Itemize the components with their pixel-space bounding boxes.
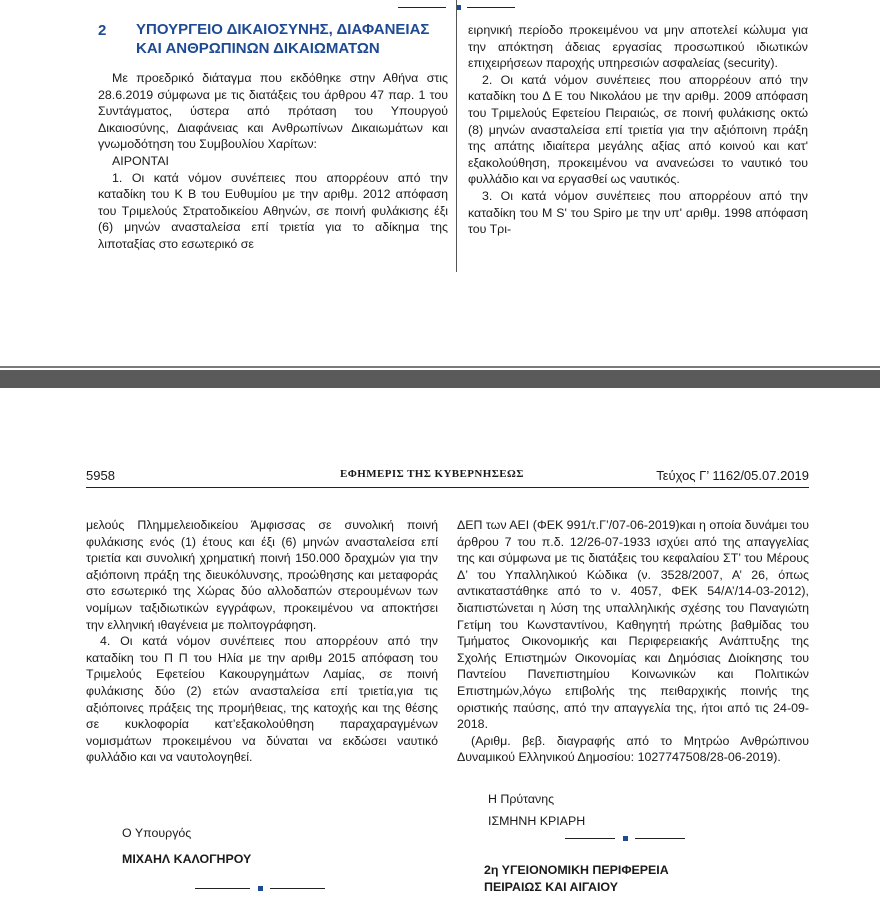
separator-line-left <box>565 838 615 839</box>
separator-line-left <box>398 7 446 8</box>
paragraph: 1. Οι κατά νόμον συνέπειες που απορρέουν από την καταδίκη του Κ Β του Ευθυμίου με την αριθμ. 2012 απόφαση του Τριμελούς Στρατοδικείου Αθηνών, σε ποινή φυλάκισης έξι (6) μηνών ανασταλείσα επί τριετία για το αδίκημα της λιποταξίας στο εσωτερικό σε <box>98 170 448 251</box>
separator-line-right <box>635 838 685 839</box>
bottom-right-column <box>457 517 809 766</box>
paragraph: 3. Οι κατά νόμον συνέπειες που απορρέουν από την καταδίκη του Μ S' του Spiro με την υπ' αριθμ. 1998 απόφαση του Τρι- <box>468 188 808 237</box>
next-section-title <box>484 862 669 896</box>
paragraph: ειρηνική περίοδο προκειμένου να μην αποτελεί κώλυμα για την απόκτηση άδειας εργασίας προσωπικού ιδιωτικών επιχειρήσεων παροχής υπηρεσιών ασφαλείας (security). <box>468 23 808 71</box>
paragraph: ΑΙΡΟΝΤΑΙ <box>112 153 169 168</box>
gazette-name: ΕΦΗΜΕΡΙΣ ΤΗΣ ΚΥΒΕΡΝΗΣΕΩΣ <box>340 468 524 480</box>
section-title: ΥΠΟΥΡΓΕΙΟ ΔΙΚΑΙΟΣΥΝΗΣ, ΔΙΑΦΑΝΕΙΑΣ ΚΑΙ ΑΝΘΡΩΠΙΝΩΝ ΔΙΚΑΙΩΜΑΤΩΝ <box>136 21 430 57</box>
paragraph: ΔΕΠ των ΑΕΙ (ΦΕΚ 991/τ.Γ’/07-06-2019)και η οποία δυνάμει του άρθρου 7 του π.δ. 12/26-07-1933 ισχύει από της απαγγελίας της και σύμφωνα με τις διατάξεις του κεφαλαίου ΣΤ’ του Μέρους Δ’ του Υπαλληλικού Κώδικα (ν. 3528/2007, Α’ 26, όπως αντικαταστάθηκε από το ν. 4057, ΦΕΚ 54/Α’/14-03-2012), διαπιστώνεται η λύση της υπαλληλικής σχέσης του Παναγιώτη Γετίμη του Κωνσταντίνου, Καθηγητή πρώτης βαθμίδας του Τμήματος Οικονομικής και Περιφερειακής Ανάπτυξης της Σχολής Επιστημών Οικονομίας και Δημόσιας Διοίκησης του Παντείου Πανεπιστημίου Κοινωνικών και Πολιτικών Επιστημών,λόγω επιβολής της πειθαρχικής ποινής της οριστικής παύσης, από την απαγγελία της, ήτοι από τις 24-09-2018. <box>457 518 810 732</box>
signature-name: ΜΙΧΑΗΛ ΚΑΛΟΓΗΡΟΥ <box>122 852 252 866</box>
header-rule <box>86 487 809 488</box>
column-divider <box>456 0 457 272</box>
paragraph: 2. Οι κατά νόμον συνέπειες που απορρέουν από την καταδίκη του Δ Ε του Νικολάου με την αριθμ. 2009 απόφαση του Τριμελούς Εφετείου Πειραιώς, σε ποινή φυλάκισης οκτώ (8) μηνών ανασταλείσα επί τριετία για την αξιόποινη πράξη της απάτης ιδιαίτερα μεγάλης αξίας από κοινού και κατ' εξακολούθηση, προκειμένου να ανανεώσει το ναυτικό του φυλλάδιο και να εργασθεί ως ναυτικός. <box>468 72 808 187</box>
rector-name: ΙΣΜΗΝΗ ΚΡΙΑΡΗ <box>488 814 586 828</box>
separator-line-right <box>467 7 515 8</box>
paragraph: μελούς Πλημμελειοδικείου Άμφισσας σε συνολική ποινή φυλάκισης ενός (1) έτους και έξι (6) μηνών ανασταλείσα επί τριετία και συνολική χρηματική ποινή 150.000 δραχμών για την αξιόποινη πράξη της διευκόλυνσης, προώθησης και μεταφοράς στο εσωτερικό της Χώρας δύο αλλοδαπών στερουμένων των νομίμων ταξιδιωτικών εγγράφων, προκειμένου να αποκτήσει την ελληνική ιθαγένεια με πολιτογράφηση. <box>86 518 438 632</box>
issue-info: Τεύχος Γ’ 1162/05.07.2019 <box>656 468 809 483</box>
paragraph: Με προεδρικό διάταγμα που εκδόθηκε στην Αθήνα στις 28.6.2019 σύμφωνα με τις διατάξεις του άρθρου 47 παρ. 1 του Συντάγματος, ύστερα από πρόταση του Υπουργού Δικαιοσύνης, Διαφάνειας και Ανθρωπίνων Δικαιωμάτων και γνωμοδότηση του Συμβουλίου Χαρίτων: <box>98 71 448 152</box>
separator-dot <box>623 836 628 841</box>
paragraph: (Αριθμ. βεβ. διαγραφής από το Μητρώο Ανθρώπινου Δυναμικού Ελληνικού Δημοσίου: 1027747508/28-06-2019). <box>457 733 809 765</box>
page-number: 5958 <box>86 468 115 483</box>
bottom-left-column <box>86 517 438 766</box>
next-section-line: ΠΕΙΡΑΙΩΣ ΚΑΙ ΑΙΓΑΙΟΥ <box>484 880 618 894</box>
separator-line-right <box>270 888 325 889</box>
signature-role: Ο Υπουργός <box>122 826 192 840</box>
separator-line-left <box>195 888 250 889</box>
paragraph: 4. Οι κατά νόμον συνέπειες που απορρέουν από την καταδίκη του Π Π του Ηλία με την αριθμ 2015 απόφαση του Τριμελούς Εφετείου Κακουργημάτων Λαμίας, σε ποινή φυλάκισης δύο (2) ετών ανασταλείσα επί τριετία,για τις αξιόποινες πράξεις της προμήθειας, της κατοχής και της θέσης σε κυκλοφορία κατ’εξακολούθηση παραχαραγμένων νομισμάτων προκειμένου να δύναται να εκδώσει ναυτικό φυλλάδιο και να ναυτολογηθεί. <box>86 634 438 765</box>
top-right-column <box>468 22 808 238</box>
page-break-band <box>0 370 880 388</box>
next-section-line: 2η ΥΓΕΙΟΝΟΜΙΚΗ ΠΕΡΙΦΕΡΕΙΑ <box>484 863 669 877</box>
section-number: 2 <box>98 22 107 39</box>
separator-dot <box>258 886 263 891</box>
rector-role: Η Πρύτανης <box>488 792 555 806</box>
top-left-column <box>98 70 448 253</box>
